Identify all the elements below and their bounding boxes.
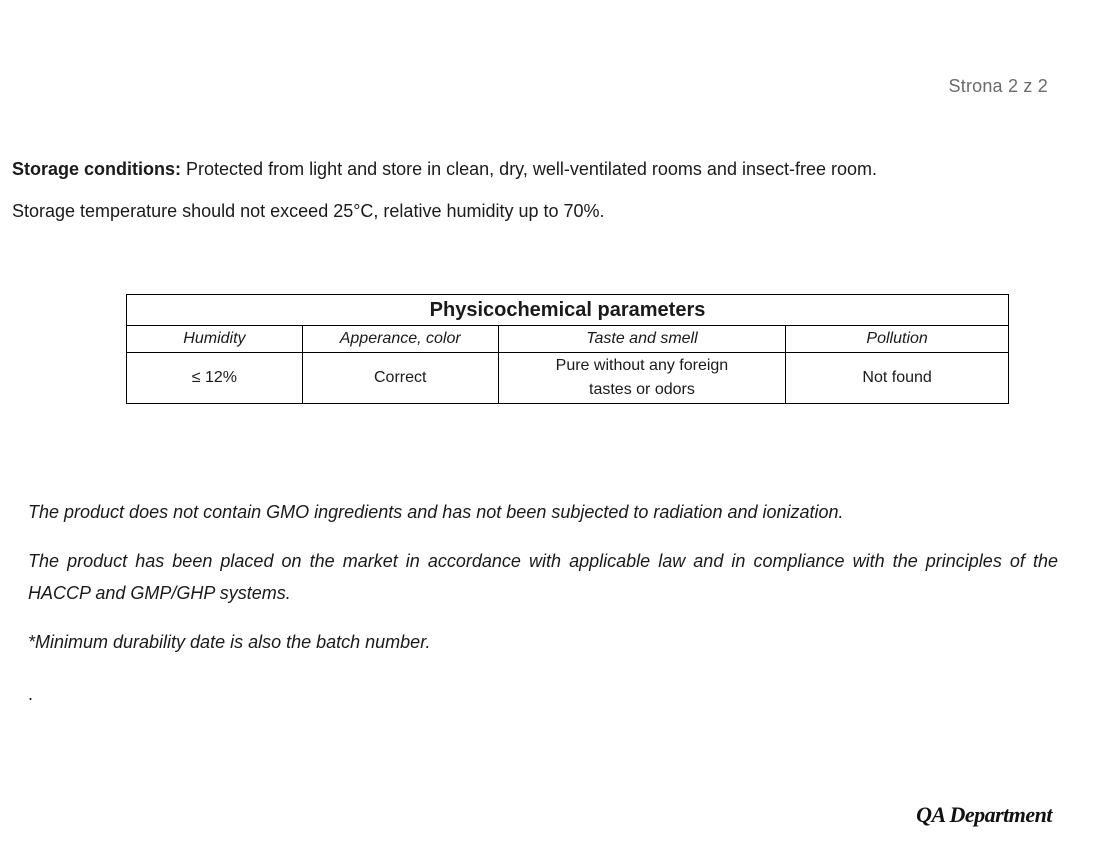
header-taste: Taste and smell [498,326,786,353]
gmo-note: The product does not contain GMO ingredients and has not been subjected to radiation and ionization. [28,502,844,522]
storage-conditions [12,148,1092,232]
trailing-dot: . [28,684,34,704]
physicochemical-table [126,294,1009,404]
header-humidity: Humidity [127,326,303,353]
storage-line-1 [12,148,1092,190]
value-appearance: Correct [302,353,498,404]
compliance-note: The product has been placed on the market in accordance with applicable law and in compliance with the principles of the HACCP and GMP/GHP systems. [28,551,1058,603]
durability-note: *Minimum durability date is also the batch number. [28,632,431,652]
table-title: Physicochemical parameters [127,295,1009,326]
header-appearance: Apperance, color [302,326,498,353]
storage-text-1: Protected from light and store in clean, dry, well-ventilated rooms and insect-free room. [181,159,877,179]
qa-department-signature: QA Department [916,802,1052,827]
table-row [127,353,1009,404]
notes-section [28,496,1058,710]
table-title-row [127,295,1009,326]
value-humidity: ≤ 12% [127,353,303,404]
page-number: Strona 2 z 2 [948,76,1048,96]
table-header-row [127,326,1009,353]
header-pollution: Pollution [786,326,1009,353]
value-pollution: Not found [786,353,1009,404]
storage-line-2: Storage temperature should not exceed 25°C, relative humidity up to 70%. [12,201,605,221]
value-taste: Pure without any foreign tastes or odors [498,353,786,404]
storage-label: Storage conditions: [12,159,182,179]
